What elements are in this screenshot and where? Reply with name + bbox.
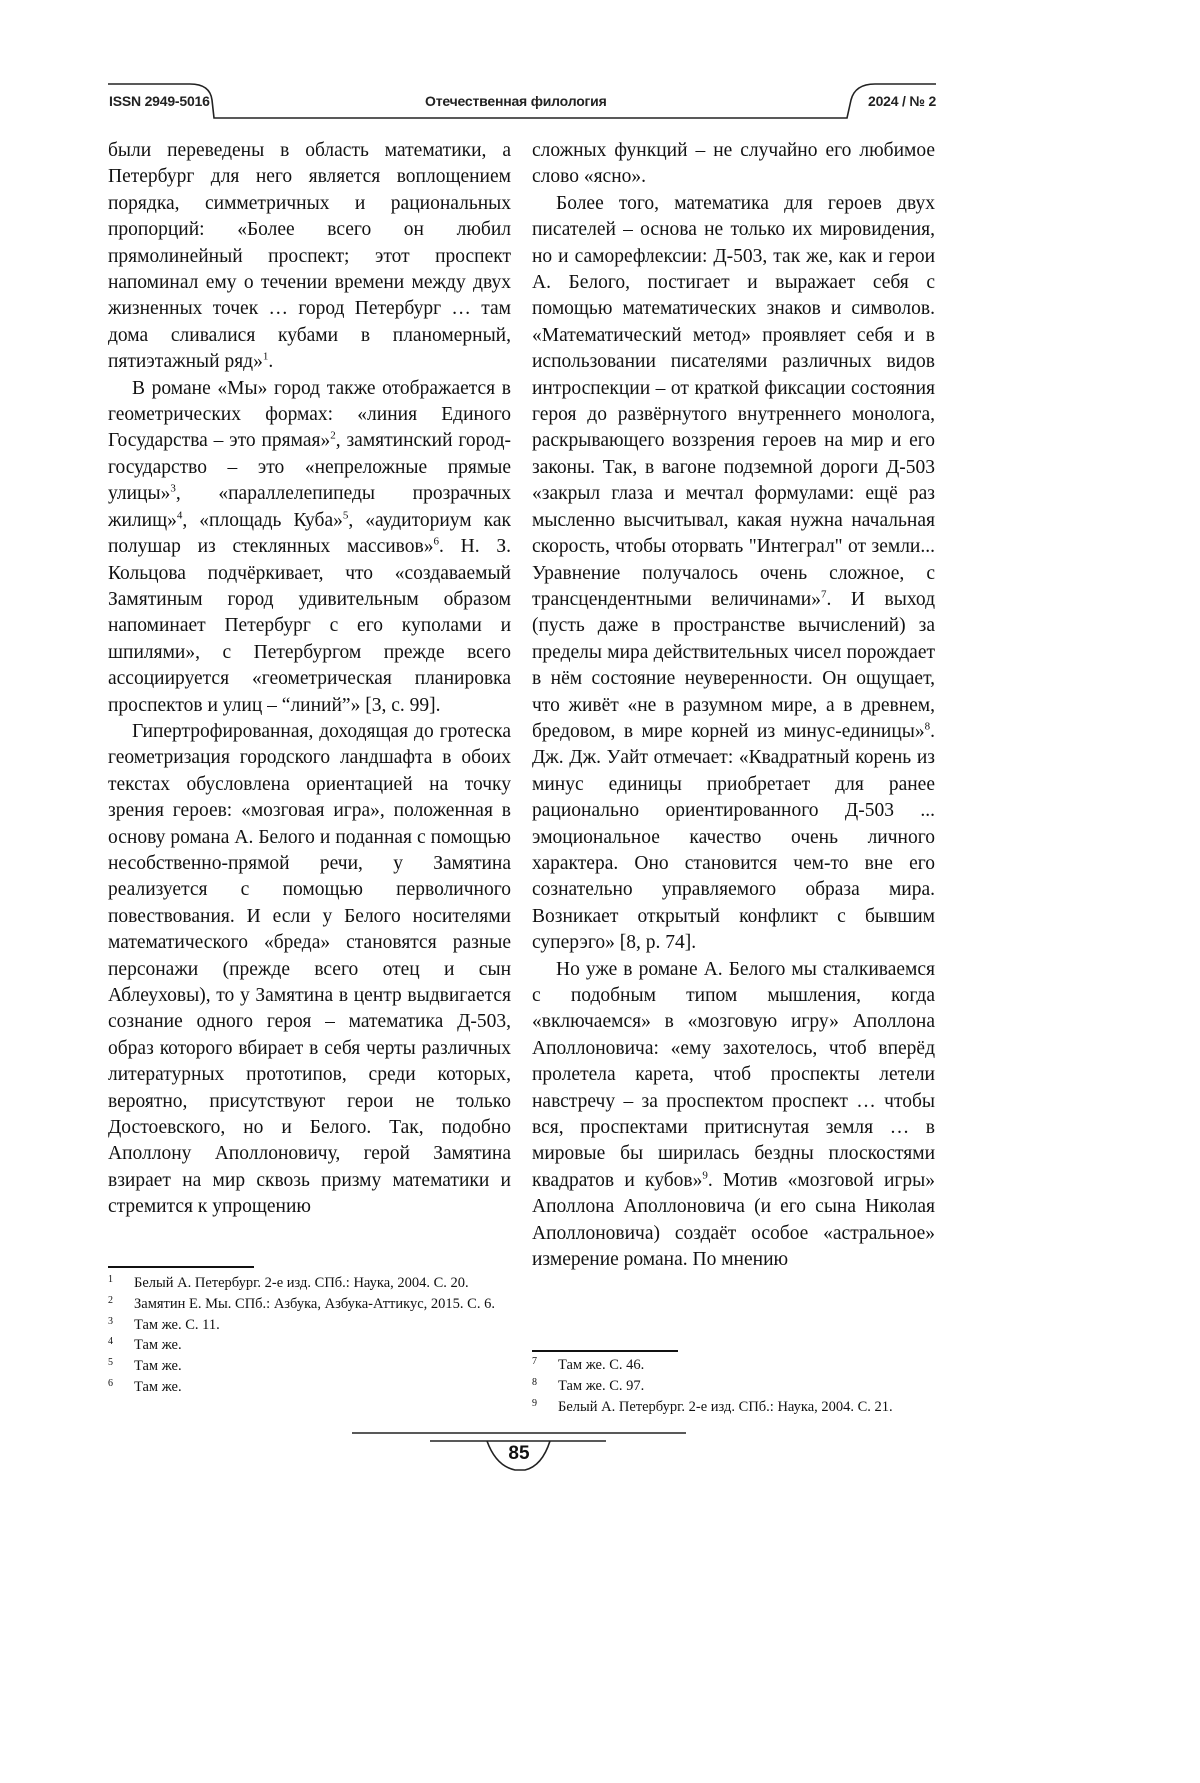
- footnote: 2 Замятин Е. Мы. СПб.: Азбука, Азбука-Аттикус, 2015. С. 6.: [108, 1294, 495, 1312]
- footnote-ref: 5: [342, 509, 349, 522]
- footnote: 8 Там же. С. 97.: [532, 1376, 645, 1394]
- footnote-separator: [532, 1350, 678, 1352]
- right-column: [532, 138, 935, 1273]
- paragraph: Но уже в романе А. Белого мы сталкиваемся с подобным типом мышления, когда «включаемся» в «мозговую игру» Аполлона Аполлоновича: «ему захотелось, чтоб вперёд пролетела карета, чтоб проспекты летели навстречу – за проспектом проспект … чтобы вся, проспектами притиснутая земля … в мировые бы ширилась бездны плоскостями квадратов и кубов»$^9$. Мотив «мозговой игры» Аполлона Аполлоновича (и его сына Николая Аполлоновича) создаёт особое «астральное» измерение романа. По мнению: [532, 958, 935, 1271]
- footnotes-right: [532, 1355, 935, 1417]
- footnote: 7 Там же. С. 46.: [532, 1356, 645, 1373]
- footnote-ref: 7: [820, 588, 827, 601]
- issue-label: 2024 / № 2: [868, 93, 937, 109]
- paragraph: Гипертрофированная, доходящая до гротеска геометризация городского ландшафта в обоих текстах обусловлена ориентацией на точку зрения героев: «мозговая игра», положенная в основу романа А. Белого и поданная с помощью несобственно-прямой речи, у Замятина реализуется с помощью перволичного повествования. И если у Белого носителями математического «бреда» становятся разные персонажи (прежде всего отец и сын Аблеуховы), то у Замятина в центр выдвигается сознание одного героя – математика Д-503, образ которого вбирает в себя черты различных литературных прототипов, среди которых, вероятно, присутствуют герои не только Достоевского, но и Белого. Так, подобно Аполлону Аполлоновичу, герой Замятина взирает на мир сквозь призму математики и стремится к упрощению: [108, 720, 511, 1218]
- paragraph: Более того, математика для героев двух писателей – основа не только их мировидения, но и саморефлексии: Д-503, так же, как и герои А. Белого, постигает и выражает себя с помощью математических знаков и символов. «Математический метод» проявляет себя и в использовании писателями различных видов интроспекции – от краткой фиксации состояния героя до развёрнутого внутреннего монолога, раскрывающего воззрения героев на мир и его законы. Так, в вагоне подземной дороги Д-503 «закрыл глаза и мечтал формулами: ещё раз мысленно высчитывал, какая нужна начальная скорость, чтобы оторвать "Интеграл" от земли... Уравнение получалось очень сложное, с трансцендентными величинами»$^7$. И выход (пусть даже в пространстве вычислений) за пределы мира действительных чисел порождает в нём состояние неуверенности. Он ощущает, что живёт «не в разумном мире, а в древнем, бредовом, в мире корней из минус-единицы»$^8$. Дж. Дж. Уайт отмечает: «Квадратный корень из минус единицы приобретает для ранее рационально ориентированного Д-503 ... эмоциональное качество очень личного характера. Оно становится чем-то вне его сознательно управляемого образа мира. Возникает открытый конфликт с бывшим суперэго» [8, p. 74].: [532, 192, 935, 954]
- page-number: 85: [508, 1443, 530, 1464]
- footnote-ref: 1: [262, 350, 269, 363]
- footnote-ref: 2: [330, 429, 336, 442]
- paragraph: В романе «Мы» город также отображается в геометрических формах: «линия Единого Государства – это прямая»$^2$, замятинский город-государство – это «непреложные прямые улицы»$^3$, «параллелепипеды прозрачных жилищ»$^4$, «площадь Куба»$^5$, «аудиториум как полушар из стеклянных массивов»$^6$. Н. З. Кольцова подчёркивает, что «создаваемый Замятиным город удивительным образом напоминает Петербург с его куполами и шпилями», с Петербургом прежде всего ассоциируется «геометрическая планировка проспектов и улиц – “линий”» [3, с. 99].: [108, 377, 511, 716]
- footnote-ref: 3: [170, 482, 176, 495]
- footnote: 6 Там же.: [108, 1377, 182, 1395]
- footnote-ref: 6: [433, 535, 439, 548]
- footnote-separator: [108, 1266, 254, 1268]
- footnote-ref: 8: [924, 720, 931, 733]
- footnote: 3 Там же. С. 11.: [108, 1315, 220, 1333]
- paragraph: сложных функций – не случайно его любимое слово «ясно».: [532, 140, 935, 188]
- header-rule: [0, 0, 1054, 130]
- paragraph: были переведены в область математики, а Петербург для него является воплощением порядка, симметричных и рациональных пропорций: «Более всего он любил прямолинейный проспект; этот проспект напоминал ему о течении времени между двух жизненных точек … город Петербург … там дома сливалися кубами в планомерный, пятиэтажный ряд»$^1$.: [108, 140, 511, 373]
- footnote: 4 Там же.: [108, 1336, 182, 1354]
- footnotes-left: [108, 1273, 511, 1398]
- footnote: 9 Белый А. Петербург. 2-е изд. СПб.: Наука, 2004. С. 21.: [532, 1397, 893, 1415]
- footnote-ref: 4: [176, 509, 183, 522]
- left-column: [108, 138, 511, 1221]
- footnote-ref: 9: [702, 1169, 708, 1182]
- journal-title: Отечественная филология: [425, 93, 607, 109]
- footnote: 1 Белый А. Петербург. 2-е изд. СПб.: Наука, 2004. С. 20.: [108, 1274, 469, 1291]
- issn-label: ISSN 2949-5016: [109, 93, 210, 109]
- footnote: 5 Там же.: [108, 1357, 182, 1375]
